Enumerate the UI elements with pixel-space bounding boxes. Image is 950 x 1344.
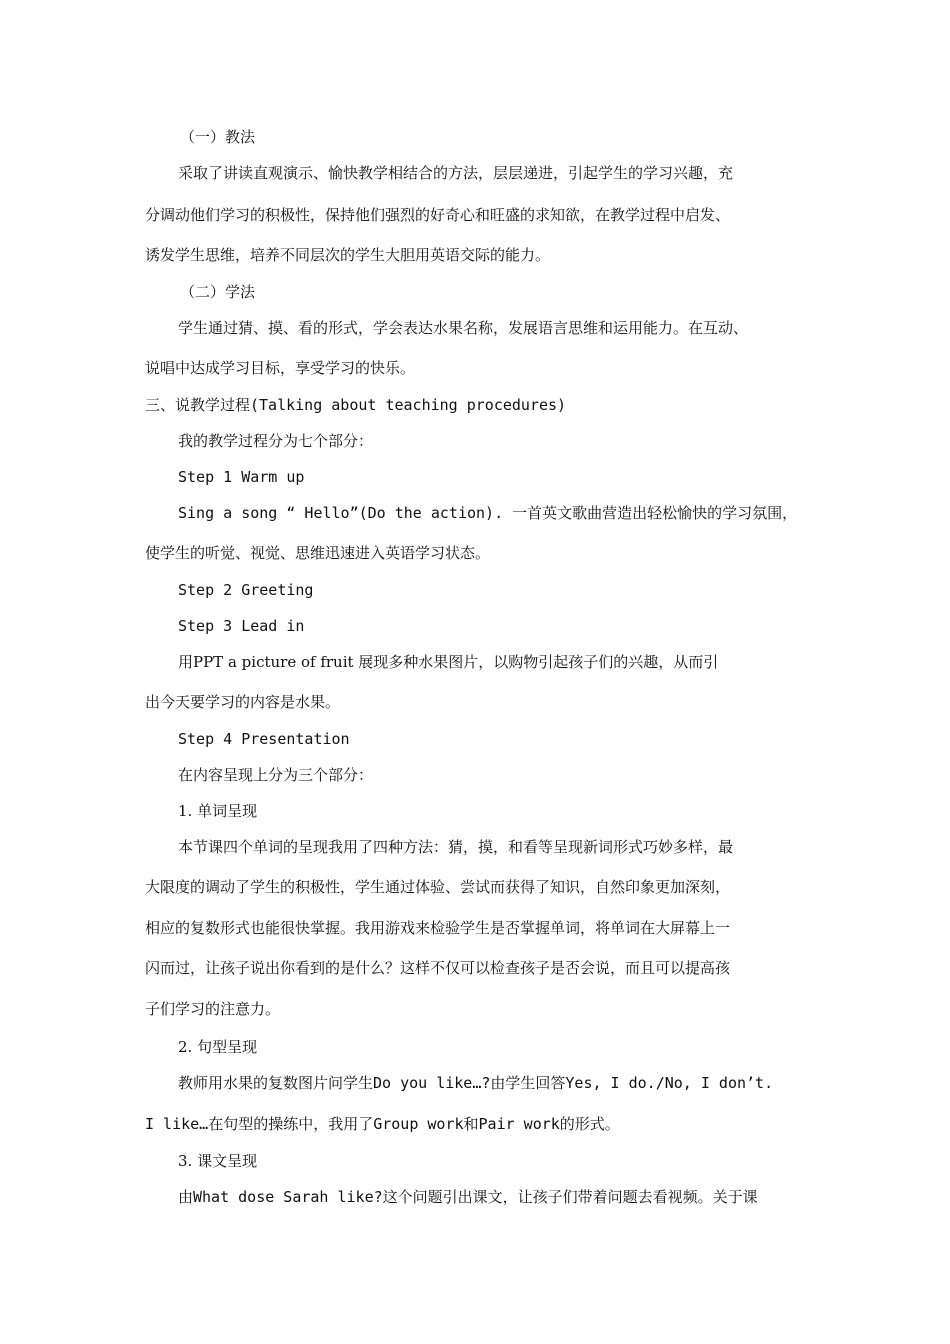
step-heading: Step 4 Presentation — [178, 730, 350, 748]
paragraph-line: 学生通过猜、摸、看的形式，学会表达水果名称，发展语言思维和运用能力。在互动、 — [178, 319, 749, 337]
heading-learning-method: （二）学法 — [180, 283, 256, 301]
step-heading: Step 1 Warm up — [178, 468, 305, 486]
paragraph-line: Sing a song “ Hello”(Do the action). 一首英文歌曲营造出轻松愉快的学习氛围， — [178, 504, 798, 522]
paragraph-line: 用PPT a picture of fruit 展现多种水果图片，以购物引起孩子们的兴趣，从而引 — [178, 653, 719, 671]
paragraph-line: 子们学习的注意力。 — [145, 1000, 281, 1018]
paragraph-line: 我的教学过程分为七个部分： — [178, 432, 374, 450]
subheading-text-presentation: 3. 课文呈现 — [178, 1152, 258, 1170]
subheading-word-presentation: 1. 单词呈现 — [178, 802, 258, 820]
paragraph-line: 说唱中达成学习目标，享受学习的快乐。 — [145, 359, 416, 377]
section-heading-procedures: 三、说教学过程(Talking about teaching procedures) — [145, 396, 567, 414]
paragraph-line: 相应的复数形式也能很快掌握。我用游戏来检验学生是否掌握单词，将单词在大屏幕上一 — [145, 919, 731, 937]
paragraph-line: 教师用水果的复数图片问学生Do you like…?由学生回答Yes, I do./No, I don’t. — [178, 1074, 774, 1092]
paragraph-line: 大限度的调动了学生的积极性，学生通过体验、尝试而获得了知识，自然印象更加深刻， — [145, 878, 731, 896]
paragraph-line: 在内容呈现上分为三个部分： — [178, 766, 374, 784]
subheading-sentence-presentation: 2. 句型呈现 — [178, 1038, 258, 1056]
paragraph-line: 闪而过，让孩子说出你看到的是什么？这样不仅可以检查孩子是否会说，而且可以提高孩 — [145, 959, 731, 977]
paragraph-line: 采取了讲读直观演示、愉快教学相结合的方法，层层递进，引起学生的学习兴趣，充 — [178, 164, 734, 182]
heading-teaching-method: （一）教法 — [180, 128, 256, 146]
step-heading: Step 2 Greeting — [178, 581, 314, 599]
step-heading: Step 3 Lead in — [178, 617, 305, 635]
paragraph-line: I like…在句型的操练中，我用了Group work和Pair work的形式。 — [145, 1115, 620, 1133]
paragraph-line: 分调动他们学习的积极性，保持他们强烈的好奇心和旺盛的求知欲，在教学过程中启发、 — [145, 206, 731, 224]
paragraph-line: 使学生的听觉、视觉、思维迅速进入英语学习状态。 — [145, 544, 491, 562]
paragraph-line: 由What dose Sarah like?这个问题引出课文，让孩子们带着问题去看视频。关于课 — [178, 1188, 758, 1206]
paragraph-line: 出今天要学习的内容是水果。 — [145, 693, 341, 711]
paragraph-line: 本节课四个单词的呈现我用了四种方法：猜，摸，和看等呈现新词形式巧妙多样，最 — [178, 838, 734, 856]
paragraph-line: 诱发学生思维，培养不同层次的学生大胆用英语交际的能力。 — [145, 246, 551, 264]
